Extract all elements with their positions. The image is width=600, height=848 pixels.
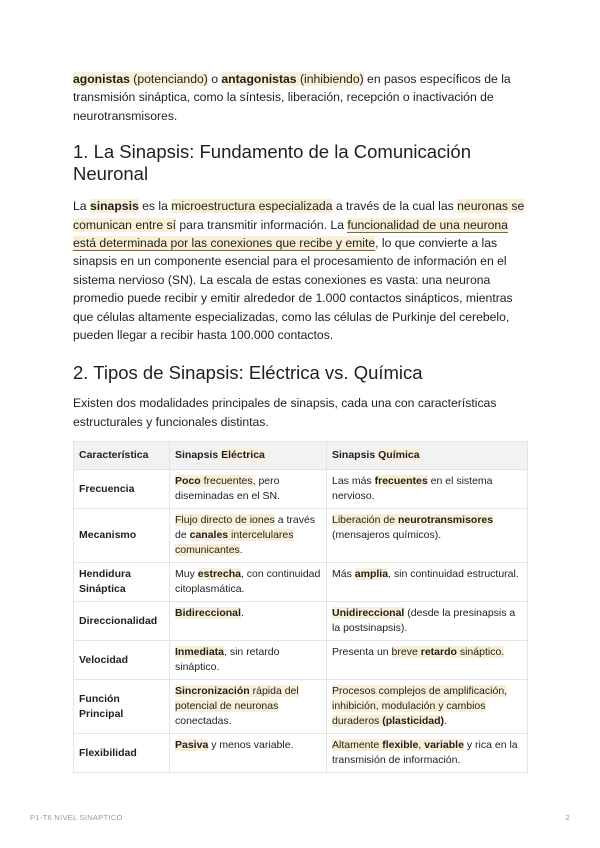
cell-electrica: Inmediata, sin retardo sináptico. xyxy=(170,641,327,680)
table-row xyxy=(74,734,528,773)
intro-paragraph: agonistas (potenciando) o antagonistas (inhibiendo) en pasos específicos de la transmisión sináptica, como la síntesis, liberación, recepción o inactivación de neurotransmisores. xyxy=(73,72,511,123)
cell-quimica: Altamente flexible, variable y rica en la transmisión de información. xyxy=(327,734,528,773)
row-feature: Mecanismo xyxy=(74,509,170,563)
cell-quimica: Las más frecuentes en el sistema nervioso. xyxy=(327,470,528,509)
cell-quimica: Liberación de neurotransmisores (mensajeros químicos). xyxy=(327,509,528,563)
table-header-row xyxy=(74,442,528,470)
table-row xyxy=(74,509,528,563)
header-quimica: Sinapsis Química xyxy=(327,442,528,470)
section-1-paragraph: La sinapsis es la microestructura especializada a través de la cual las neuronas se comunican entre sí para transmitir información. La funcionalidad de una neurona está determinada por las conexiones que recibe y emite, lo que convierte a las sinapsis en un componente esencial para el procesamiento de información en el sistema nervioso (SN). La escala de estas conexiones es vasta: una neurona promedio puede recibir y emitir alrededor de 1.000 contactos sinápticos, mientras que células altamente especializadas, como las células de Purkinje del cerebelo, pueden llegar a recibir hasta 100.000 contactos. xyxy=(73,199,525,343)
row-feature: Frecuencia xyxy=(74,470,170,509)
page-number: 2 xyxy=(565,813,570,822)
table-row xyxy=(74,641,528,680)
section-2-heading: 2. Tipos de Sinapsis: Eléctrica vs. Química xyxy=(73,362,423,384)
cell-electrica: Flujo directo de iones a través de canales intercelulares comunicantes. xyxy=(170,509,327,563)
cell-quimica: Más amplia, sin continuidad estructural. xyxy=(327,563,528,602)
section-1-heading: 1. La Sinapsis: Fundamento de la Comunicación Neuronal xyxy=(73,141,471,185)
document-page xyxy=(73,70,528,773)
table-row xyxy=(74,563,528,602)
section-2-paragraph: Existen dos modalidades principales de sinapsis, cada una con características estructurales y funcionales distintas. xyxy=(73,396,497,429)
cell-quimica: Unidireccional (desde la presinapsis a la postsinapsis). xyxy=(327,602,528,641)
page-footer xyxy=(30,813,570,822)
cell-electrica: Muy estrecha, con continuidad citoplasmática. xyxy=(170,563,327,602)
row-feature: Hendidura Sináptica xyxy=(74,563,170,602)
table-row xyxy=(74,680,528,734)
table-row xyxy=(74,602,528,641)
header-caracteristica: Característica xyxy=(74,442,170,470)
footer-title: P1-T6 NIVEL SINAPTICO xyxy=(30,813,123,822)
term-agonistas: agonistas (potenciando) xyxy=(73,72,208,86)
row-feature: Flexibilidad xyxy=(74,734,170,773)
table-row xyxy=(74,470,528,509)
cell-electrica: Sincronización rápida del potencial de neuronas conectadas. xyxy=(170,680,327,734)
cell-electrica: Poco frecuentes, pero diseminadas en el SN. xyxy=(170,470,327,509)
cell-electrica: Pasiva y menos variable. xyxy=(170,734,327,773)
cell-quimica: Presenta un breve retardo sináptico. xyxy=(327,641,528,680)
row-feature: Direccionalidad xyxy=(74,602,170,641)
synapse-comparison-table xyxy=(73,441,528,773)
row-feature: Función Principal xyxy=(74,680,170,734)
row-feature: Velocidad xyxy=(74,641,170,680)
header-electrica: Sinapsis Eléctrica xyxy=(170,442,327,470)
term-antagonistas: antagonistas (inhibiendo) xyxy=(221,72,364,86)
cell-electrica: Bidireccional. xyxy=(170,602,327,641)
cell-quimica: Procesos complejos de amplificación, inhibición, modulación y cambios duraderos (plasticidad). xyxy=(327,680,528,734)
